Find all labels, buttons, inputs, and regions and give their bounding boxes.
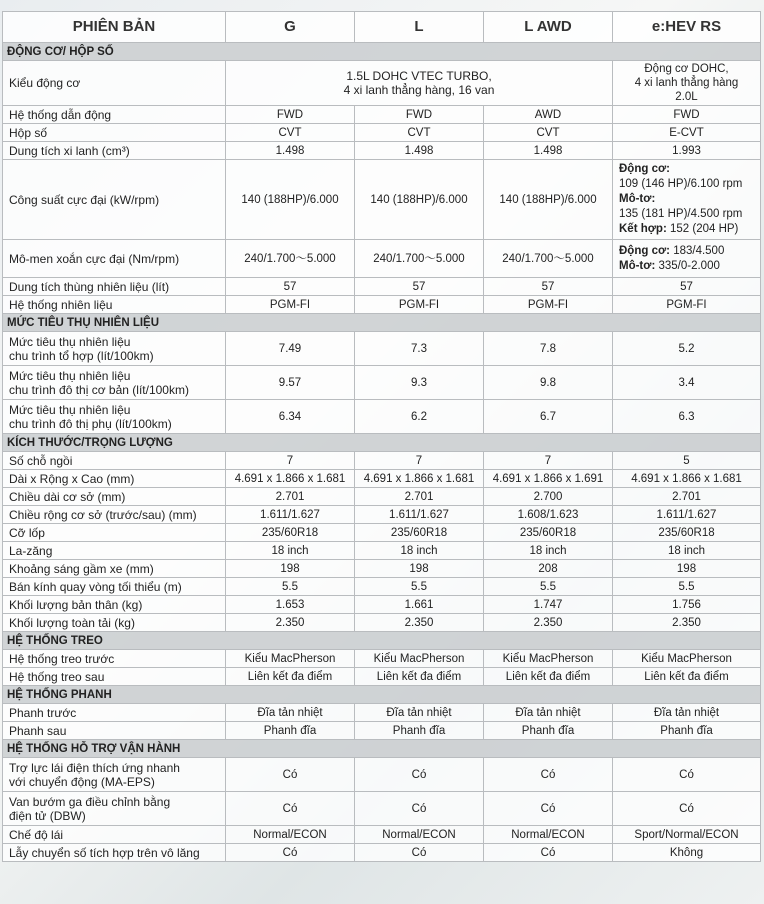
table-row [3, 470, 761, 488]
section-brake [3, 686, 761, 704]
row-label-line: Mức tiêu thụ nhiên liệu [9, 368, 131, 383]
cell-ehev: 57 [613, 278, 761, 296]
cell-ehev: PGM-FI [613, 296, 761, 314]
cell-ehev: 4.691 x 1.866 x 1.681 [613, 470, 761, 488]
section-title: KÍCH THƯỚC/TRỌNG LƯỢNG [3, 434, 761, 452]
cell-ehev: 5.5 [613, 578, 761, 596]
torque-motor-key: Mô-tơ: [619, 259, 656, 272]
cell-l: 57 [355, 278, 484, 296]
cell-ehev: 5.2 [613, 332, 761, 366]
cell-l-awd: 7 [484, 452, 613, 470]
cell-g: FWD [226, 106, 355, 124]
cell-l-awd: PGM-FI [484, 296, 613, 314]
cell-l: 5.5 [355, 578, 484, 596]
table-row [3, 296, 761, 314]
row-label-line: với chuyển động (MA-EPS) [9, 774, 155, 789]
cell-ehev: Không [613, 844, 761, 862]
row-label [3, 366, 226, 400]
row-label [3, 400, 226, 434]
cell-ehev-power [613, 160, 761, 240]
cell-g: 235/60R18 [226, 524, 355, 542]
table-row [3, 332, 761, 366]
row-label: Hệ thống treo trước [3, 650, 226, 668]
table-row [3, 758, 761, 792]
power-combined-key: Kết hợp: [619, 223, 667, 235]
row-label: Hộp số [3, 124, 226, 142]
cell-l-awd: 18 inch [484, 542, 613, 560]
cell-g: 1.611/1.627 [226, 506, 355, 524]
table-row-power [3, 160, 761, 240]
cell-l-awd: 57 [484, 278, 613, 296]
row-label: Khối lượng toàn tải (kg) [3, 614, 226, 632]
cell-l-awd: 5.5 [484, 578, 613, 596]
cell-l-awd: 1.608/1.623 [484, 506, 613, 524]
cell-g: 2.350 [226, 614, 355, 632]
cell-l-awd: Đĩa tản nhiệt [484, 704, 613, 722]
row-label: Khối lượng bản thân (kg) [3, 596, 226, 614]
cell-l-awd: 2.350 [484, 614, 613, 632]
cell-g: 198 [226, 560, 355, 578]
row-label: Hệ thống nhiên liệu [3, 296, 226, 314]
row-label-line: Mức tiêu thụ nhiên liệu [9, 334, 131, 349]
cell-ehev: 18 inch [613, 542, 761, 560]
cell-l-awd: CVT [484, 124, 613, 142]
cell-l: 4.691 x 1.866 x 1.681 [355, 470, 484, 488]
table-row [3, 614, 761, 632]
table-row [3, 452, 761, 470]
cell-g: 1.498 [226, 142, 355, 160]
cell-g: Có [226, 792, 355, 826]
cell-ehev: 235/60R18 [613, 524, 761, 542]
cell-l: 198 [355, 560, 484, 578]
cell-ehev: Sport/Normal/ECON [613, 826, 761, 844]
table-row [3, 650, 761, 668]
cell-l: 235/60R18 [355, 524, 484, 542]
section-assist [3, 740, 761, 758]
cell-l: 6.2 [355, 400, 484, 434]
cell-l-awd: 240/1.700～5.000 [484, 240, 613, 278]
power-motor-value: 135 (181 HP)/4.500 rpm [619, 208, 743, 220]
cell-ehev: 1.756 [613, 596, 761, 614]
cell-ehev: 3.4 [613, 366, 761, 400]
cell-l-awd: 208 [484, 560, 613, 578]
cell-ehev: 5 [613, 452, 761, 470]
cell-l: Đĩa tản nhiệt [355, 704, 484, 722]
row-label: Dung tích xi lanh (cm³) [3, 142, 226, 160]
section-suspension [3, 632, 761, 650]
engine-type-line: 2.0L [675, 91, 698, 103]
cell-l: 18 inch [355, 542, 484, 560]
cell-l: 240/1.700～5.000 [355, 240, 484, 278]
cell-l-awd: 7.8 [484, 332, 613, 366]
cell-g: 18 inch [226, 542, 355, 560]
cell-l: Phanh đĩa [355, 722, 484, 740]
row-label-line: chu trình tổ hợp (lít/100km) [9, 348, 154, 363]
cell-g: 140 (188HP)/6.000 [226, 160, 355, 240]
section-title: ĐỘNG CƠ/ HỘP SỐ [3, 43, 761, 61]
row-label: Chiều rộng cơ sở (trước/sau) (mm) [3, 506, 226, 524]
row-label-line: chu trình đô thị cơ bản (lít/100km) [9, 382, 189, 397]
power-engine-value: 109 (146 HP)/6.100 rpm [619, 178, 743, 190]
row-label: Hệ thống dẫn động [3, 106, 226, 124]
table-row [3, 596, 761, 614]
cell-l-awd: Phanh đĩa [484, 722, 613, 740]
power-combined-value: 152 (204 HP) [669, 223, 739, 235]
cell-ehev: Kiểu MacPherson [613, 650, 761, 668]
cell-ehev: 198 [613, 560, 761, 578]
cell-l-awd: 9.8 [484, 366, 613, 400]
engine-type-ehev [613, 61, 761, 106]
cell-ehev: FWD [613, 106, 761, 124]
cell-l-awd: 2.700 [484, 488, 613, 506]
row-label: Chế độ lái [3, 826, 226, 844]
cell-g: Có [226, 844, 355, 862]
section-title: HỆ THỐNG TREO [3, 632, 761, 650]
cell-ehev: Phanh đĩa [613, 722, 761, 740]
cell-l: 1.611/1.627 [355, 506, 484, 524]
cell-l-awd: AWD [484, 106, 613, 124]
cell-l: CVT [355, 124, 484, 142]
cell-ehev: E-CVT [613, 124, 761, 142]
cell-ehev: 2.350 [613, 614, 761, 632]
cell-g: 4.691 x 1.866 x 1.681 [226, 470, 355, 488]
row-label: Cỡ lốp [3, 524, 226, 542]
cell-l: FWD [355, 106, 484, 124]
cell-ehev: Đĩa tản nhiệt [613, 704, 761, 722]
row-label [3, 332, 226, 366]
row-label: Kiểu động cơ [3, 61, 226, 106]
row-label: La-zăng [3, 542, 226, 560]
row-label-line: điện tử (DBW) [9, 808, 86, 823]
row-label: Lẫy chuyển số tích hợp trên vô lăng [3, 844, 226, 862]
cell-l-awd: Có [484, 758, 613, 792]
row-label: Chiều dài cơ sở (mm) [3, 488, 226, 506]
cell-l: 2.701 [355, 488, 484, 506]
table-row [3, 124, 761, 142]
section-fuel [3, 314, 761, 332]
table-row [3, 400, 761, 434]
engine-type-line: Động cơ DOHC, [644, 63, 729, 75]
cell-g: PGM-FI [226, 296, 355, 314]
cell-l-awd: 6.7 [484, 400, 613, 434]
table-row [3, 506, 761, 524]
cell-g: Phanh đĩa [226, 722, 355, 740]
cell-l: Có [355, 758, 484, 792]
table-row [3, 826, 761, 844]
table-row-engine-type [3, 61, 761, 106]
section-title: MỨC TIÊU THỤ NHIÊN LIỆU [3, 314, 761, 332]
section-title: HỆ THỐNG HỖ TRỢ VẬN HÀNH [3, 740, 761, 758]
engine-type-shared [226, 61, 613, 106]
cell-ehev: 6.3 [613, 400, 761, 434]
cell-g: 240/1.700～5.000 [226, 240, 355, 278]
cell-l-awd: Normal/ECON [484, 826, 613, 844]
row-label: Dung tích thùng nhiên liệu (lít) [3, 278, 226, 296]
table-row [3, 488, 761, 506]
row-label: Khoảng sáng gầm xe (mm) [3, 560, 226, 578]
cell-g: 9.57 [226, 366, 355, 400]
row-label: Phanh trước [3, 704, 226, 722]
table-row [3, 542, 761, 560]
cell-l: Kiểu MacPherson [355, 650, 484, 668]
cell-g: Có [226, 758, 355, 792]
cell-g: Normal/ECON [226, 826, 355, 844]
cell-l: Có [355, 792, 484, 826]
row-label-line: Mức tiêu thụ nhiên liệu [9, 402, 131, 417]
cell-g: 7.49 [226, 332, 355, 366]
cell-g: CVT [226, 124, 355, 142]
row-label [3, 792, 226, 826]
cell-g: Liên kết đa điểm [226, 668, 355, 686]
cell-ehev: 2.701 [613, 488, 761, 506]
header-l: L [355, 12, 484, 43]
cell-l-awd: 4.691 x 1.866 x 1.691 [484, 470, 613, 488]
table-row [3, 560, 761, 578]
row-label: Dài x Rộng x Cao (mm) [3, 470, 226, 488]
cell-l-awd: Kiểu MacPherson [484, 650, 613, 668]
row-label [3, 758, 226, 792]
cell-g: 5.5 [226, 578, 355, 596]
cell-g: 7 [226, 452, 355, 470]
cell-l-awd: 140 (188HP)/6.000 [484, 160, 613, 240]
table-row [3, 278, 761, 296]
header-ehev-rs: e:HEV RS [613, 12, 761, 43]
section-dimensions [3, 434, 761, 452]
power-engine-key: Động cơ: [619, 163, 670, 175]
cell-ehev: 1.611/1.627 [613, 506, 761, 524]
cell-l: 140 (188HP)/6.000 [355, 160, 484, 240]
cell-l-awd: Có [484, 844, 613, 862]
cell-g: 1.653 [226, 596, 355, 614]
cell-ehev: 1.993 [613, 142, 761, 160]
power-motor-key: Mô-tơ: [619, 193, 656, 205]
torque-engine-key: Động cơ: [619, 244, 670, 257]
torque-engine-value: 183/4.500 [673, 244, 725, 257]
cell-g: 57 [226, 278, 355, 296]
row-label-line: Van bướm ga điều chỉnh bằng [9, 794, 171, 809]
cell-l: 7.3 [355, 332, 484, 366]
engine-type-line: 1.5L DOHC VTEC TURBO, [346, 69, 492, 83]
cell-ehev-torque [613, 240, 761, 278]
cell-l: Có [355, 844, 484, 862]
table-row [3, 106, 761, 124]
row-label: Bán kính quay vòng tối thiểu (m) [3, 578, 226, 596]
table-row [3, 668, 761, 686]
cell-l: 1.661 [355, 596, 484, 614]
cell-l: 1.498 [355, 142, 484, 160]
cell-g: 2.701 [226, 488, 355, 506]
table-row [3, 578, 761, 596]
cell-l: 9.3 [355, 366, 484, 400]
row-label: Công suất cực đại (kW/rpm) [3, 160, 226, 240]
table-row [3, 704, 761, 722]
table-row [3, 844, 761, 862]
cell-l: 2.350 [355, 614, 484, 632]
table-row [3, 792, 761, 826]
cell-g: 6.34 [226, 400, 355, 434]
cell-ehev: Có [613, 792, 761, 826]
cell-g: Kiểu MacPherson [226, 650, 355, 668]
table-row [3, 524, 761, 542]
row-label: Số chỗ ngồi [3, 452, 226, 470]
cell-l-awd: 1.498 [484, 142, 613, 160]
cell-l: PGM-FI [355, 296, 484, 314]
header-g: G [226, 12, 355, 43]
cell-l-awd: Có [484, 792, 613, 826]
table-row [3, 366, 761, 400]
cell-g: Đĩa tản nhiệt [226, 704, 355, 722]
table-row-torque [3, 240, 761, 278]
table-row [3, 142, 761, 160]
row-label: Phanh sau [3, 722, 226, 740]
row-label-line: Trợ lực lái điện thích ứng nhanh [9, 760, 180, 775]
cell-ehev: Có [613, 758, 761, 792]
cell-l: Normal/ECON [355, 826, 484, 844]
cell-l-awd: 1.747 [484, 596, 613, 614]
engine-type-line: 4 xi lanh thẳng hàng [634, 77, 739, 89]
cell-ehev: Liên kết đa điểm [613, 668, 761, 686]
cell-l: 7 [355, 452, 484, 470]
section-engine [3, 43, 761, 61]
cell-l-awd: Liên kết đa điểm [484, 668, 613, 686]
row-label-line: chu trình đô thị phụ (lít/100km) [9, 416, 172, 431]
cell-l-awd: 235/60R18 [484, 524, 613, 542]
header-l-awd: L AWD [484, 12, 613, 43]
engine-type-line: 4 xi lanh thẳng hàng, 16 van [343, 83, 495, 97]
cell-l: Liên kết đa điểm [355, 668, 484, 686]
table-row [3, 722, 761, 740]
section-title: HỆ THỐNG PHANH [3, 686, 761, 704]
row-label: Mô-men xoắn cực đại (Nm/rpm) [3, 240, 226, 278]
spec-table [2, 11, 761, 862]
header-row [3, 12, 761, 43]
torque-motor-value: 335/0-2.000 [658, 259, 720, 272]
row-label: Hệ thống treo sau [3, 668, 226, 686]
header-version: PHIÊN BẢN [3, 12, 226, 43]
